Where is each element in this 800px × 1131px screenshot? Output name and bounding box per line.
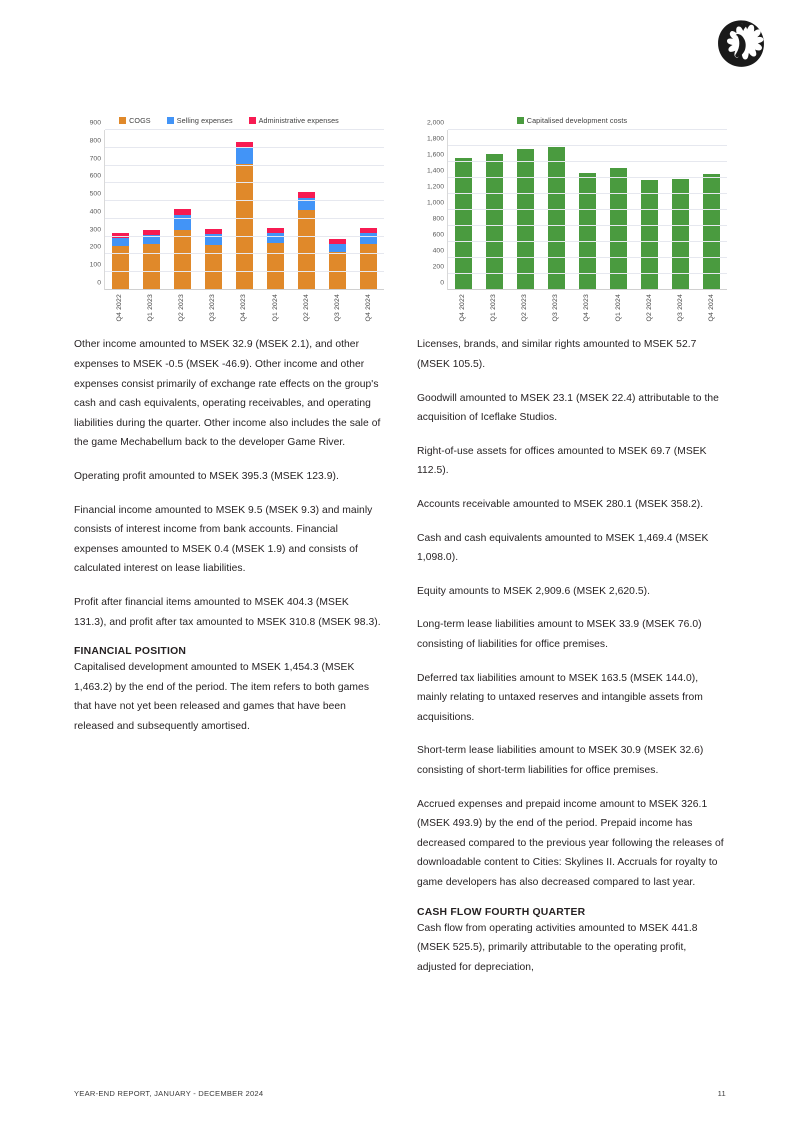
right-paragraph: Accrued expenses and prepaid income amount to MSEK 326.1 (MSEK 493.9) by the end of the period. Prepaid income has decreased compared to the previous year following the releases of downloadable content to Cities: Skylines II. Accruals for royalty to game developers has also decreased compared to last year. [417, 798, 724, 888]
x-axis-slot [540, 294, 571, 321]
x-axis-slot [197, 294, 228, 321]
y-axis-tick-label: 500 [89, 190, 101, 198]
legend-swatch-icon [119, 117, 126, 124]
x-axis-tick-label: Q1 2023 [147, 294, 155, 322]
gridline [105, 271, 384, 272]
y-axis-expenses [74, 119, 104, 290]
legend-item [167, 116, 233, 125]
x-axis-tick-label: Q2 2024 [302, 294, 310, 322]
gridline [105, 200, 384, 201]
y-axis-tick-label: 400 [432, 247, 444, 255]
gridline [105, 236, 384, 237]
y-axis-tick-label: 0 [440, 279, 444, 287]
bar [486, 154, 504, 290]
bar-segment [267, 233, 285, 243]
gridline [448, 241, 727, 242]
bar [548, 147, 566, 290]
bar [143, 230, 161, 290]
left-column [74, 116, 384, 991]
gridline [105, 218, 384, 219]
right-paragraph: Long-term lease liabilities amount to MSEK 33.9 (MSEK 76.0) consisting of liabilities for office premises. [417, 619, 702, 651]
bar-slot [229, 130, 260, 290]
bar [112, 233, 130, 290]
right-column-text [417, 335, 727, 977]
x-axis-tick-label: Q4 2023 [583, 294, 591, 322]
right-paragraph: Cash and cash equivalents amounted to MSEK 1,469.4 (MSEK 1,098.0). [417, 532, 709, 564]
y-axis-tick-label: 300 [89, 226, 101, 234]
bar-slot [167, 130, 198, 290]
y-axis-tick-label: 1,600 [426, 151, 444, 159]
x-axis-slot [478, 294, 509, 321]
bar-segment [112, 246, 130, 290]
bar-segment [298, 210, 316, 290]
bar-slot [448, 130, 479, 290]
y-axis-tick-label: 700 [89, 155, 101, 163]
bar-group-expenses [105, 130, 384, 290]
x-axis-slot [135, 294, 166, 321]
footer-report-title: YEAR-END REPORT, JANUARY - DECEMBER 2024 [74, 1089, 264, 1098]
two-column-layout [74, 116, 726, 991]
right-paragraph: Licenses, brands, and similar rights amounted to MSEK 52.7 (MSEK 105.5). [417, 339, 697, 371]
bar-segment [143, 235, 161, 244]
bar-segment [517, 149, 535, 290]
x-axis-tick-label: Q4 2024 [364, 294, 372, 322]
right-paragraph: Right-of-use assets for offices amounted to MSEK 69.7 (MSEK 112.5). [417, 445, 707, 477]
bar-slot [136, 130, 167, 290]
legend-swatch-icon [249, 117, 256, 124]
right-paragraph: Deferred tax liabilities amount to MSEK 163.5 (MSEK 144.0), mainly relating to untaxed reserves and intangible assets from acquisitions. [417, 672, 703, 723]
gridline [448, 273, 727, 274]
x-axis-slot [603, 294, 634, 321]
bar-segment [360, 244, 378, 290]
y-axis-tick-label: 200 [89, 243, 101, 251]
y-axis-tick-label: 0 [97, 279, 101, 287]
y-axis-tick-label: 1,400 [426, 167, 444, 175]
gridline [105, 253, 384, 254]
bar-slot [541, 130, 572, 290]
gridline [448, 225, 727, 226]
y-axis-tick-label: 100 [89, 261, 101, 269]
chart-legend-capdev [417, 116, 727, 125]
legend-item [517, 116, 627, 125]
left-paragraph: Financial income amounted to MSEK 9.5 (MSEK 9.3) and mainly consists of interest income from bank accounts. Financial expenses amounted to MSEK 0.4 (MSEK 1.9) and consists of calculated interest on lease liabilities. [74, 504, 373, 575]
y-axis-tick-label: 200 [432, 263, 444, 271]
x-axis-tick-label: Q3 2024 [333, 294, 341, 322]
bar-slot [353, 130, 384, 290]
y-axis-capdev [417, 119, 447, 290]
bar [267, 228, 285, 290]
y-axis-tick-label: 600 [89, 172, 101, 180]
gridline [448, 177, 727, 178]
bar [298, 192, 316, 290]
x-axis-slot [509, 294, 540, 321]
legend-label: COGS [129, 116, 151, 125]
left-paragraph: Capitalised development amounted to MSEK 1,454.3 (MSEK 1,463.2) by the end of the period. The item refers to both games that have not yet been released and games that have been released and subsequently amortised. [74, 662, 370, 732]
x-axis-slot [634, 294, 665, 321]
bar-segment [236, 148, 254, 164]
y-axis-tick-label: 800 [89, 137, 101, 145]
bar-segment [267, 243, 285, 290]
gridline [448, 257, 727, 258]
grid-zone-capdev [447, 130, 727, 290]
right-paragraph: Cash flow from operating activities amounted to MSEK 441.8 (MSEK 525.5), primarily attributable to the operating profit, adjusted for depreciation, [417, 922, 698, 973]
x-axis-tick-label: Q3 2024 [676, 294, 684, 322]
left-paragraph: Other income amounted to MSEK 32.9 (MSEK 2.1), and other expenses to MSEK -0.5 (MSEK -46.9). Other income and other expenses consist primarily of exchange rate effects on the group's cash and cash equivalents, operating receivables, and operating liabilities during the quarter. Other income also includes the sale of the game Mechabellum back to the developer Game River. [74, 339, 381, 449]
x-axis-slot [353, 294, 384, 321]
bar [329, 239, 347, 290]
bar-segment [610, 168, 628, 290]
x-axis-tick-label: Q1 2024 [614, 294, 622, 322]
bar-slot [634, 130, 665, 290]
right-section-heading: CASH FLOW FOURTH QUARTER [417, 906, 586, 918]
x-axis-tick-label: Q1 2024 [271, 294, 279, 322]
paradox-interactive-logo [712, 16, 770, 74]
x-axis-tick-label: Q2 2024 [645, 294, 653, 322]
left-paragraph: Profit after financial items amounted to MSEK 404.3 (MSEK 131.3), and profit after tax amounted to MSEK 310.8 (MSEK 98.3). [74, 597, 381, 628]
right-paragraph: Equity amounts to MSEK 2,909.6 (MSEK 2,620.5). [417, 585, 651, 597]
footer-page-number: 11 [717, 1089, 726, 1098]
bar-group-capdev [448, 130, 727, 290]
left-column-text [74, 335, 384, 736]
gridline [448, 193, 727, 194]
bar [610, 168, 628, 290]
x-axis-capdev [447, 290, 727, 321]
bar-slot [510, 130, 541, 290]
x-axis-slot [166, 294, 197, 321]
x-axis-slot [665, 294, 696, 321]
expenses-breakdown-chart [74, 116, 384, 321]
x-axis-tick-label: Q3 2023 [209, 294, 217, 322]
y-axis-tick-label: 800 [432, 215, 444, 223]
x-axis-expenses [104, 290, 384, 321]
x-axis-slot [104, 294, 135, 321]
gridline [105, 289, 384, 290]
x-axis-tick-label: Q4 2022 [116, 294, 124, 322]
x-axis-slot [571, 294, 602, 321]
bar-slot [322, 130, 353, 290]
legend-label: Selling expenses [176, 116, 233, 125]
left-paragraph: Operating profit amounted to MSEK 395.3 (MSEK 123.9). [74, 471, 339, 483]
bar-segment [143, 244, 161, 290]
legend-label: Administrative expenses [258, 116, 339, 125]
bar-slot [260, 130, 291, 290]
bar-slot [479, 130, 510, 290]
gridline [448, 209, 727, 210]
legend-swatch-icon [167, 117, 174, 124]
bar-segment [174, 230, 192, 290]
bar-segment [548, 147, 566, 290]
y-axis-tick-label: 400 [89, 208, 101, 216]
x-axis-slot [291, 294, 322, 321]
legend-swatch-icon [517, 117, 524, 124]
bar-segment [112, 238, 130, 246]
grid-zone-expenses [104, 130, 384, 290]
x-axis-slot [322, 294, 353, 321]
gridline [448, 161, 727, 162]
gridline [448, 289, 727, 290]
x-axis-tick-label: Q4 2024 [707, 294, 715, 322]
bar-slot [105, 130, 136, 290]
x-axis-slot [228, 294, 259, 321]
x-axis-slot [447, 294, 478, 321]
x-axis-tick-label: Q4 2022 [459, 294, 467, 322]
legend-item [249, 116, 339, 125]
y-axis-tick-label: 1,800 [426, 135, 444, 143]
gridline [448, 129, 727, 130]
gridline [105, 147, 384, 148]
y-axis-tick-label: 1,000 [426, 199, 444, 207]
right-paragraph: Short-term lease liabilities amount to MSEK 30.9 (MSEK 32.6) consisting of short-term liabilities for office premises. [417, 745, 704, 776]
capitalised-development-chart [417, 116, 727, 321]
x-axis-tick-label: Q4 2023 [240, 294, 248, 322]
left-section-heading: FINANCIAL POSITION [74, 646, 187, 658]
bar-slot [603, 130, 634, 290]
y-axis-tick-label: 900 [89, 119, 101, 127]
x-axis-slot [696, 294, 727, 321]
bar-slot [665, 130, 696, 290]
bar-segment [205, 245, 223, 290]
bar-slot [198, 130, 229, 290]
bar [174, 209, 192, 290]
right-paragraph: Goodwill amounted to MSEK 23.1 (MSEK 22.4) attributable to the acquisition of Iceflake Studios. [417, 392, 719, 424]
x-axis-tick-label: Q2 2023 [521, 294, 529, 322]
legend-label: Capitalised development costs [526, 116, 628, 125]
x-axis-tick-label: Q1 2023 [490, 294, 498, 322]
gridline [105, 182, 384, 183]
y-axis-tick-label: 600 [432, 231, 444, 239]
y-axis-tick-label: 2,000 [426, 119, 444, 127]
bar [517, 149, 535, 290]
x-axis-slot [260, 294, 291, 321]
bar [360, 228, 378, 290]
right-column [417, 116, 727, 991]
gridline [448, 145, 727, 146]
legend-item [119, 116, 151, 125]
bar-segment [329, 244, 347, 252]
x-axis-tick-label: Q3 2023 [552, 294, 560, 322]
chart-legend-expenses [74, 116, 384, 125]
gridline [105, 165, 384, 166]
bar [205, 229, 223, 290]
bar-slot [291, 130, 322, 290]
bar-slot [572, 130, 603, 290]
bar-slot [696, 130, 727, 290]
y-axis-tick-label: 1,200 [426, 183, 444, 191]
page-footer [74, 1089, 726, 1098]
right-paragraph: Accounts receivable amounted to MSEK 280.1 (MSEK 358.2). [417, 499, 704, 511]
bar-segment [486, 154, 504, 290]
gridline [105, 129, 384, 130]
x-axis-tick-label: Q2 2023 [178, 294, 186, 322]
